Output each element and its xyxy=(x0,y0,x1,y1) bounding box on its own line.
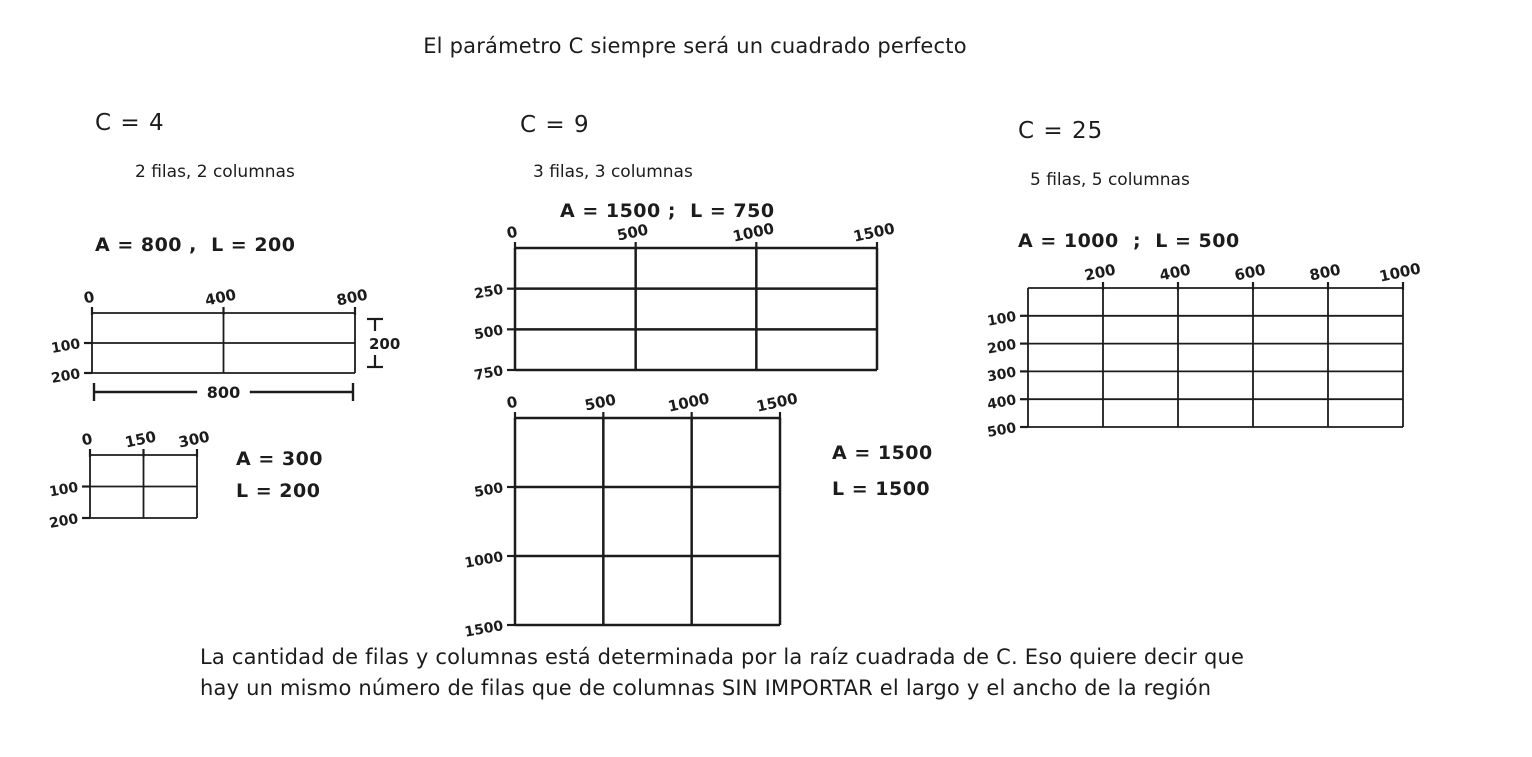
c4-example2-length-label: L = 200 xyxy=(236,480,321,502)
footer-note xyxy=(200,642,1244,704)
svg-text:300: 300 xyxy=(176,427,212,452)
c4-example2-area-label: A = 300 xyxy=(236,448,324,470)
svg-text:1000: 1000 xyxy=(666,389,711,416)
c9-example2-area-label: A = 1500 xyxy=(832,442,933,464)
page-title: El parámetro C siempre será un cuadrado perfecto xyxy=(423,34,967,58)
svg-text:200: 200 xyxy=(49,366,82,387)
svg-text:300: 300 xyxy=(985,364,1018,386)
c9-rows-cols-label: 3 filas, 3 columnas xyxy=(533,162,693,182)
svg-text:100: 100 xyxy=(985,308,1018,330)
svg-text:600: 600 xyxy=(1232,260,1268,285)
svg-text:100: 100 xyxy=(49,336,82,357)
svg-text:250: 250 xyxy=(472,281,505,303)
c25-grid-1 xyxy=(985,259,1423,441)
c4-example1-params-label: A = 800 , L = 200 xyxy=(95,234,296,256)
svg-text:200: 200 xyxy=(369,335,401,353)
svg-text:400: 400 xyxy=(985,392,1018,414)
svg-text:500: 500 xyxy=(985,420,1018,441)
svg-text:800: 800 xyxy=(334,285,370,310)
svg-text:500: 500 xyxy=(615,220,650,245)
svg-text:800: 800 xyxy=(206,383,241,402)
c4-rows-cols-label: 2 filas, 2 columnas xyxy=(135,162,295,182)
svg-text:0: 0 xyxy=(505,222,519,243)
c4-grid-1 xyxy=(49,285,401,402)
c9-grid-1 xyxy=(472,219,897,384)
svg-text:200: 200 xyxy=(1082,260,1118,285)
svg-text:1000: 1000 xyxy=(463,549,505,572)
footer-line-2: hay un mismo número de filas que de columnas SIN IMPORTAR el largo y el ancho de la región xyxy=(200,676,1212,700)
svg-text:500: 500 xyxy=(472,480,505,501)
svg-text:1500: 1500 xyxy=(463,618,505,641)
svg-text:0: 0 xyxy=(80,429,94,450)
svg-text:750: 750 xyxy=(472,363,505,384)
svg-text:500: 500 xyxy=(472,322,505,344)
svg-text:1500: 1500 xyxy=(851,219,897,246)
svg-text:0: 0 xyxy=(82,287,96,308)
svg-text:150: 150 xyxy=(123,427,158,452)
c9-value-label: C = 9 xyxy=(520,112,590,138)
svg-text:0: 0 xyxy=(505,392,519,413)
c4-value-label: C = 4 xyxy=(95,110,165,136)
svg-text:200: 200 xyxy=(985,336,1018,358)
footer-line-1: La cantidad de filas y columnas está determinada por la raíz cuadrada de C. Eso quiere decir que xyxy=(200,645,1245,669)
svg-text:100: 100 xyxy=(47,479,80,501)
svg-text:200: 200 xyxy=(47,511,80,532)
c9-example2-length-label: L = 1500 xyxy=(832,478,931,500)
svg-text:400: 400 xyxy=(1157,260,1193,285)
svg-text:1000: 1000 xyxy=(731,219,776,246)
c25-value-label: C = 25 xyxy=(1018,118,1104,144)
svg-text:800: 800 xyxy=(1307,260,1343,285)
c4-grid-2 xyxy=(47,427,212,532)
c25-example1-params-label: A = 1000 ; L = 500 xyxy=(1018,230,1240,252)
c9-grid-2 xyxy=(463,389,800,641)
svg-text:500: 500 xyxy=(583,390,618,415)
svg-text:400: 400 xyxy=(203,285,238,310)
c9-example1-params-label: A = 1500 ; L = 750 xyxy=(560,200,775,222)
svg-text:1000: 1000 xyxy=(1377,259,1423,286)
c25-rows-cols-label: 5 filas, 5 columnas xyxy=(1030,170,1190,190)
svg-text:1500: 1500 xyxy=(754,389,800,416)
